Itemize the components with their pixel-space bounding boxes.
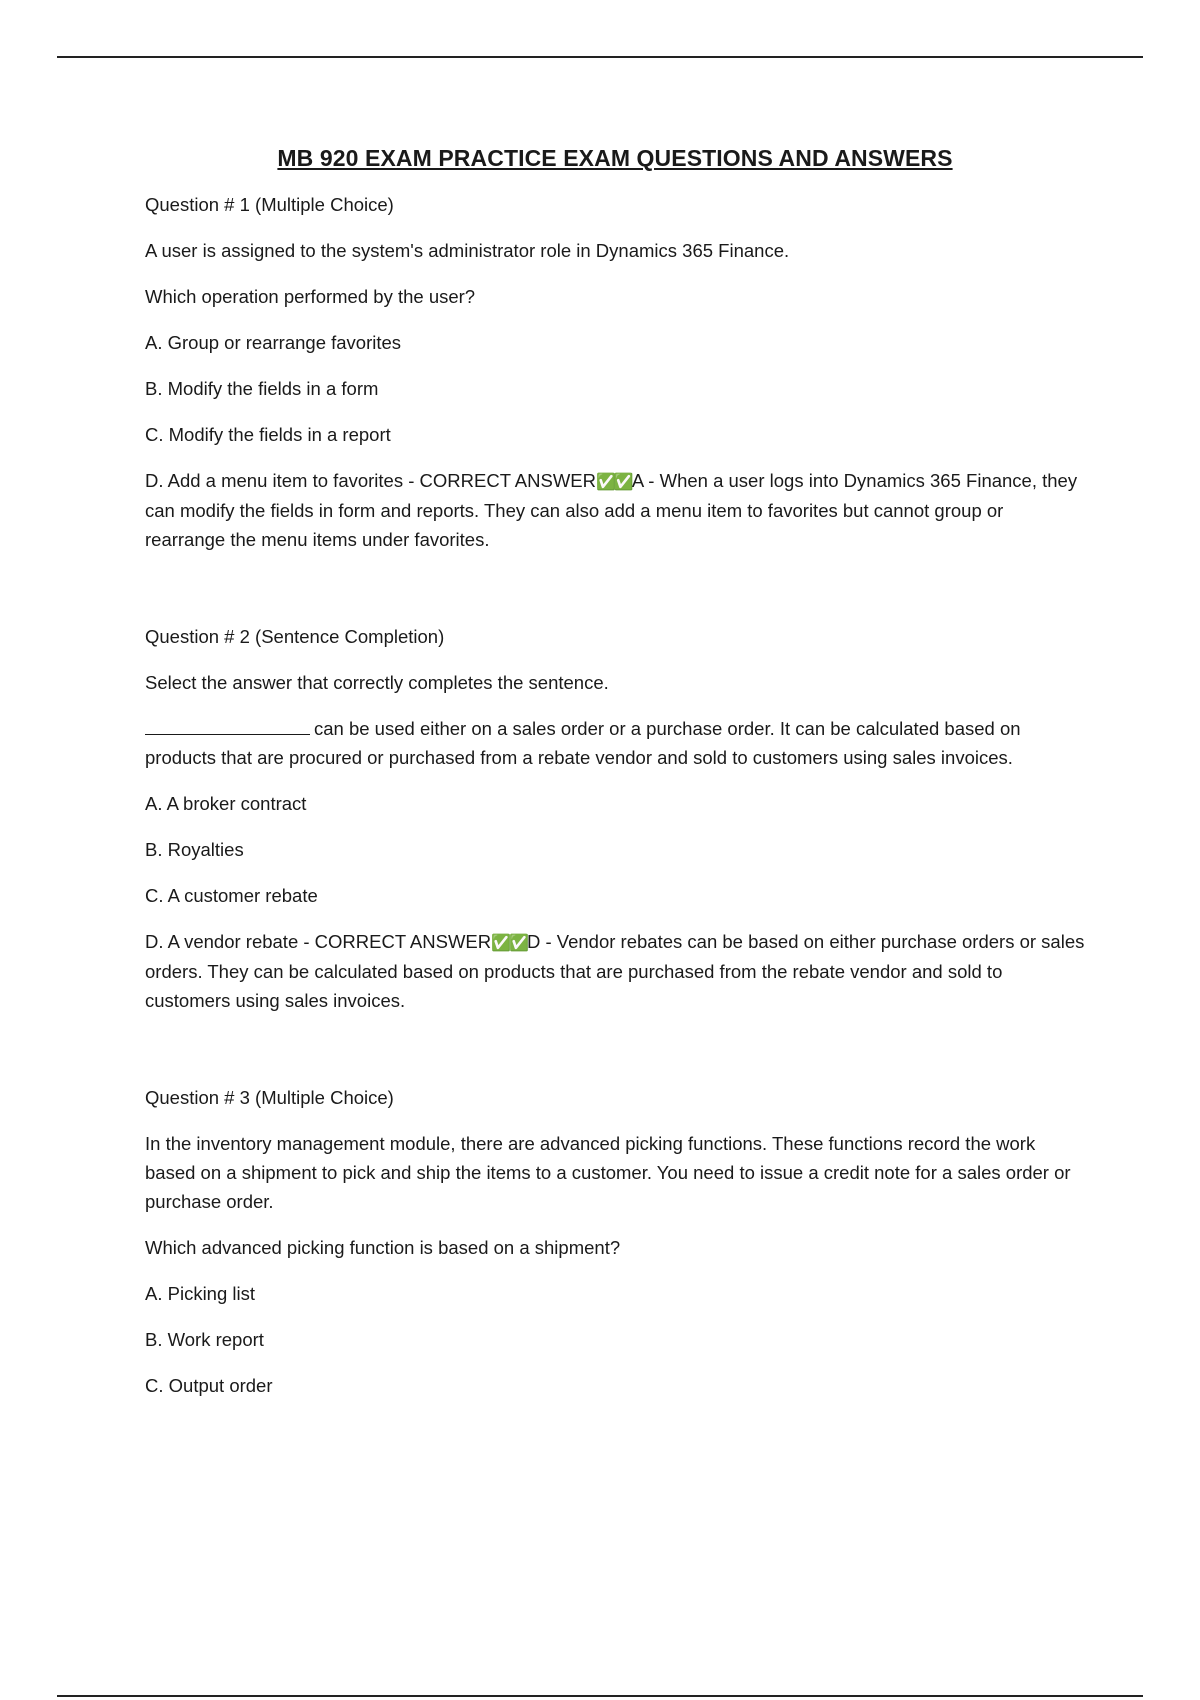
- answer-block: [145, 927, 1085, 1015]
- question-stem: In the inventory management module, there are advanced picking functions. These functions record the work based on a shipment to pick and ship the items to a customer. You need to issue a credit note for a sales order or purchase order.: [145, 1133, 1071, 1212]
- question-1: [145, 190, 1085, 554]
- question-2: [145, 622, 1085, 1015]
- option-c: C. A customer rebate: [145, 885, 318, 906]
- document-title: MB 920 EXAM PRACTICE EXAM QUESTIONS AND ANSWERS: [277, 145, 953, 171]
- bottom-rule: [57, 1695, 1143, 1697]
- top-rule: [57, 56, 1143, 58]
- check-icon: ✅✅: [491, 933, 527, 952]
- blank-sentence: can be used either on a sales order or a purchase order. It can be calculated based on products that are procured or purchased from a rebate vendor and sold to customers using sales invoices.: [145, 718, 1021, 768]
- option-a: A. A broker contract: [145, 793, 307, 814]
- question-stem: A user is assigned to the system's administrator role in Dynamics 365 Finance.: [145, 240, 790, 261]
- answer-explanation: A - When a user logs into Dynamics 365 Finance, they can modify the fields in form and reports. They can also add a menu item to favorites but cannot group or rearrange the menu items under favorites.: [145, 470, 1078, 550]
- question-3: [145, 1083, 1085, 1400]
- option-b: B. Work report: [145, 1329, 264, 1350]
- answer-option: D. Add a menu item to favorites - CORRECT ANSWER: [145, 470, 596, 491]
- question-prompt: Which advanced picking function is based on a shipment?: [145, 1237, 621, 1258]
- option-b: B. Royalties: [145, 839, 244, 860]
- option-a: A. Picking list: [145, 1283, 256, 1304]
- blank-sentence-block: [145, 714, 1085, 772]
- question-header: Question # 1 (Multiple Choice): [145, 194, 394, 215]
- document-page: [145, 145, 1085, 1468]
- fill-in-blank: [145, 714, 310, 735]
- question-prompt: Which operation performed by the user?: [145, 286, 476, 307]
- option-a: A. Group or rearrange favorites: [145, 332, 402, 353]
- question-header: Question # 3 (Multiple Choice): [145, 1087, 394, 1108]
- answer-explanation: D - Vendor rebates can be based on either purchase orders or sales orders. They can be calculated based on products that are purchased from the rebate vendor and sold to customers using sales invoices.: [145, 931, 1085, 1011]
- answer-option: D. A vendor rebate - CORRECT ANSWER: [145, 931, 492, 952]
- option-c: C. Modify the fields in a report: [145, 424, 391, 445]
- question-header: Question # 2 (Sentence Completion): [145, 626, 445, 647]
- question-stem: Select the answer that correctly completes the sentence.: [145, 672, 609, 693]
- option-c: C. Output order: [145, 1375, 273, 1396]
- option-b: B. Modify the fields in a form: [145, 378, 379, 399]
- answer-block: [145, 466, 1085, 554]
- check-icon: ✅✅: [596, 472, 632, 491]
